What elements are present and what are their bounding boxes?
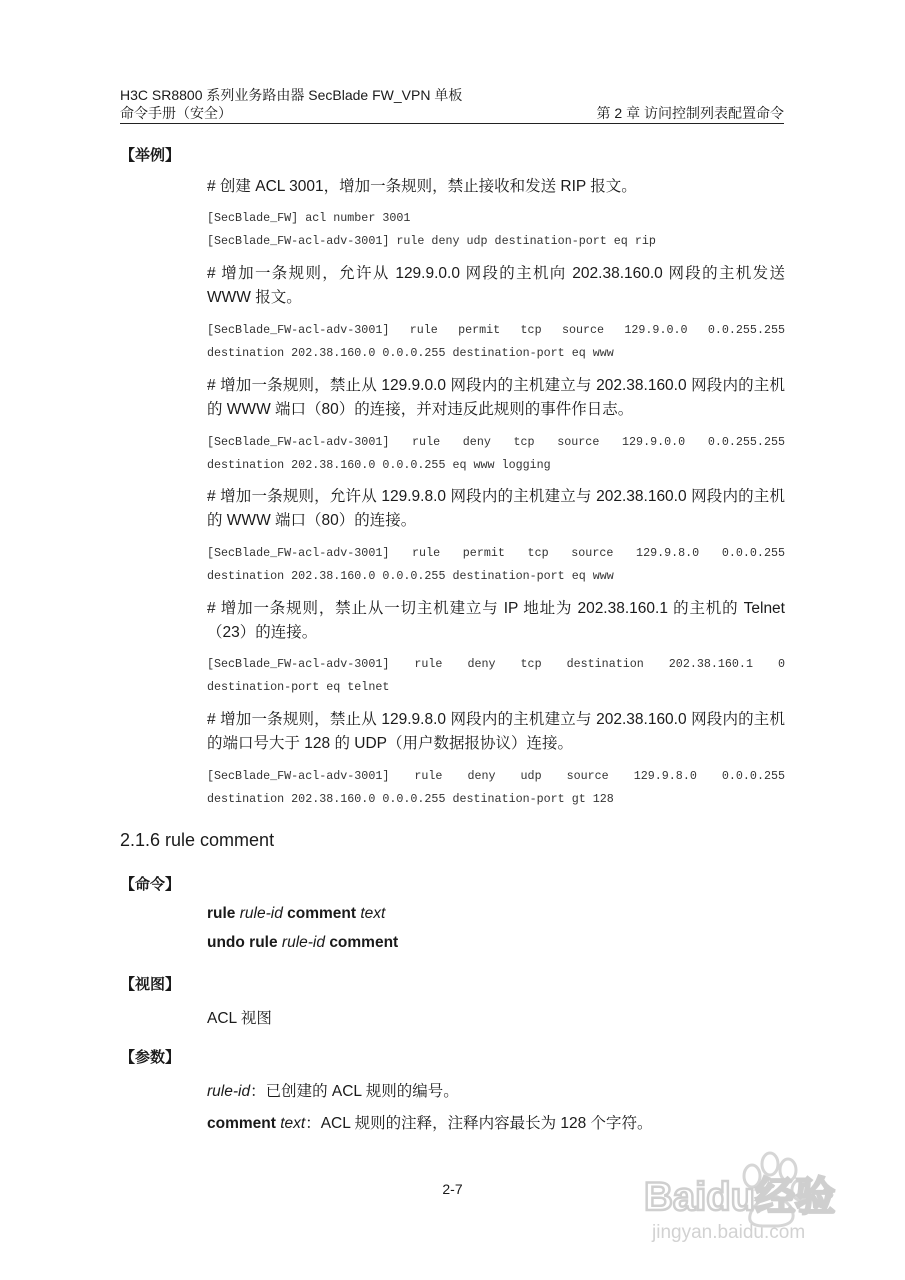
subsection-title: 2.1.6 rule comment	[120, 830, 275, 850]
code-line: destination 202.38.160.0 0.0.0.255 destination-port eq www	[207, 569, 614, 583]
params-heading: 【参数】	[120, 1049, 181, 1066]
param-desc: ：已创建的 ACL 规则的编号。	[250, 1083, 459, 1100]
example-desc-2: # 增加一条规则，允许从 129.9.0.0 网段的主机向 202.38.160.0 网段的主机发送 WWW 报文。	[207, 265, 785, 306]
cmd-keyword: comment	[287, 905, 357, 922]
code-line: destination 202.38.160.0 0.0.0.255 destination-port eq www	[207, 346, 614, 360]
cmd-keyword: rule	[207, 905, 236, 922]
header-row	[120, 104, 784, 122]
code-line: [SecBlade_FW-acl-adv-3001] rule deny udp destination-port eq rip	[207, 234, 656, 248]
command-heading: 【命令】	[120, 876, 181, 893]
page-header	[120, 86, 784, 124]
example-code-4	[207, 542, 785, 588]
watermark-url: jingyan.baidu.com	[652, 1222, 806, 1243]
cmd-arg: rule-id	[281, 934, 325, 951]
example-desc-6: # 增加一条规则，禁止从 129.9.8.0 网段内的主机建立与 202.38.160.0 网段内的主机的端口号大于 128 的 UDP（用户数据报协议）连接。	[207, 711, 785, 752]
code-line: [SecBlade_FW-acl-adv-3001] rule permit tcp source 129.9.0.0 0.0.255.255	[207, 323, 785, 337]
watermark-logo: Baidu经验	[644, 1175, 836, 1219]
cmd-keyword: comment	[329, 934, 399, 951]
code-line: [SecBlade_FW-acl-adv-3001] rule deny tcp source 129.9.0.0 0.0.255.255	[207, 435, 785, 449]
view-text: ACL 视图	[207, 1010, 272, 1027]
param-keyword: comment	[207, 1115, 276, 1132]
cmd-arg: rule-id	[239, 905, 283, 922]
baidu-watermark	[640, 1140, 900, 1280]
code-line: [SecBlade_FW-acl-adv-3001] rule deny tcp destination 202.38.160.1 0	[207, 657, 785, 671]
param-desc: ：ACL 规则的注释，注释内容最长为 128 个字符。	[305, 1115, 653, 1132]
cmd-keyword: undo rule	[207, 934, 278, 951]
code-line: [SecBlade_FW-acl-adv-3001] rule permit tcp source 129.9.8.0 0.0.0.255	[207, 546, 785, 560]
example-code-3	[207, 431, 785, 477]
example-desc-3: # 增加一条规则，禁止从 129.9.0.0 网段内的主机建立与 202.38.160.0 网段内的主机的 WWW 端口（80）的连接，并对违反此规则的事件作日志。	[207, 377, 785, 418]
code-line: destination-port eq telnet	[207, 680, 390, 694]
example-heading: 【举例】	[120, 147, 181, 164]
code-line: [SecBlade_FW] acl number 3001	[207, 211, 411, 225]
code-line: destination 202.38.160.0 0.0.0.255 eq www logging	[207, 458, 551, 472]
example-code-2	[207, 319, 785, 365]
header-title-line1: H3C SR8800 系列业务路由器 SecBlade FW_VPN 单板	[120, 87, 463, 103]
param-rule-id	[207, 1079, 459, 1101]
page-number: 2-7	[442, 1181, 463, 1197]
param-name: text	[280, 1115, 306, 1132]
example-desc-1: # 创建 ACL 3001，增加一条规则，禁止接收和发送 RIP 报文。	[207, 178, 637, 195]
param-name: rule-id	[207, 1083, 251, 1100]
view-heading: 【视图】	[120, 976, 181, 993]
command-syntax-2	[207, 934, 398, 952]
code-line: destination 202.38.160.0 0.0.0.255 destination-port gt 128	[207, 792, 614, 806]
header-chapter: 第 2 章 访问控制列表配置命令	[596, 105, 784, 121]
example-desc-5: # 增加一条规则，禁止从一切主机建立与 IP 地址为 202.38.160.1 的主机的 Telnet（23）的连接。	[207, 600, 785, 641]
param-comment	[207, 1111, 653, 1133]
cmd-arg: text	[360, 905, 386, 922]
header-title-line2: 命令手册（安全）	[120, 105, 232, 121]
example-code-1	[207, 207, 785, 253]
example-code-6	[207, 765, 785, 811]
example-desc-4: # 增加一条规则，允许从 129.9.8.0 网段内的主机建立与 202.38.160.0 网段内的主机的 WWW 端口（80）的连接。	[207, 488, 785, 529]
command-syntax-1	[207, 905, 385, 923]
header-divider	[120, 123, 784, 124]
example-code-5	[207, 653, 785, 699]
code-line: [SecBlade_FW-acl-adv-3001] rule deny udp source 129.9.8.0 0.0.0.255	[207, 769, 785, 783]
